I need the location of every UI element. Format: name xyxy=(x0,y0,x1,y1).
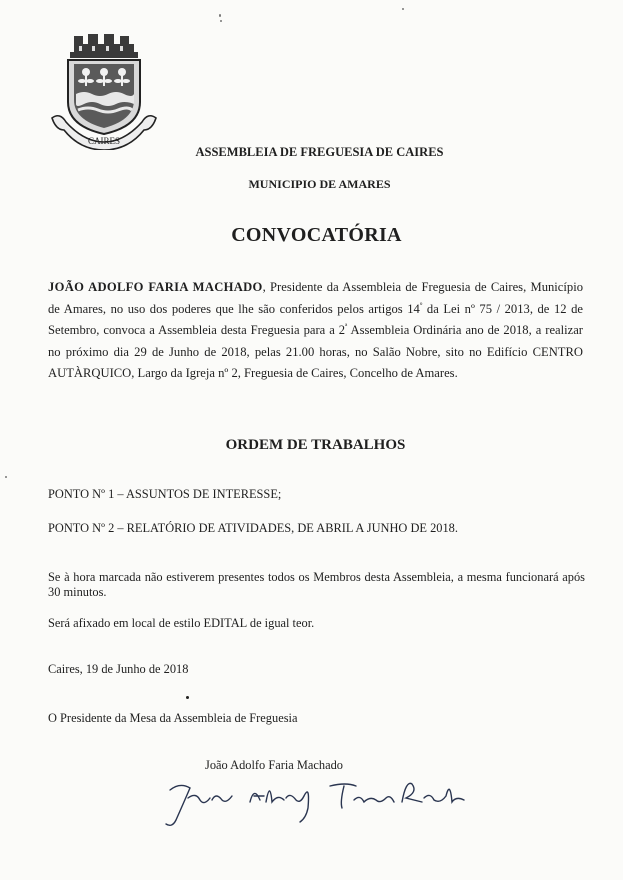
handwritten-signature xyxy=(150,772,480,832)
scan-speck xyxy=(5,476,7,478)
agenda-item-1: PONTO Nº 1 – ASSUNTOS DE INTERESSE; xyxy=(48,487,282,501)
president-role: O Presidente da Mesa da Assembleia de Freguesia xyxy=(48,711,298,725)
coat-of-arms-icon xyxy=(48,30,160,150)
scan-speck xyxy=(220,20,222,22)
paragraph-part-2: da Lei nº 75 / 2013, de 12 de Setembro, convoca a Assembleia desta Freguesia para a 2 xyxy=(48,301,583,337)
assembly-heading: ASSEMBLEIA DE FREGUESIA DE CAIRES xyxy=(195,145,444,159)
signer-name: João Adolfo Faria Machado xyxy=(205,758,343,772)
agenda-title: ORDEM DE TRABALHOS xyxy=(225,437,406,453)
crest-scroll-text: CAIRES xyxy=(87,136,121,146)
scan-speck xyxy=(402,8,404,10)
municipality-heading: MUNICIPIO DE AMARES xyxy=(248,177,391,191)
ink-dot xyxy=(186,696,189,699)
absence-note: Se à hora marcada não estiverem presentes todos os Membros desta Assembleia, a mesma funcionará após 30 minutos. xyxy=(48,570,585,599)
edital-note: Será afixado em local de estilo EDITAL de igual teor. xyxy=(48,616,315,630)
paragraph-part-3: Assembleia Ordinária ano de 2018, a realizar no próximo dia 29 de Junho de 2018, pelas 21.00 horas, no Salão Nobre, sito no Edifício CENTRO AUTÀRQUICO, Largo da Igreja nº 2, Freguesia de Caires, Concelho de Amares. xyxy=(48,323,583,380)
date-line: Caires, 19 de Junho de 2018 xyxy=(48,662,189,676)
paragraph-part-1: , Presidente da Assembleia de Freguesia de Caires, Município de Amares, no uso dos poderes que lhe são conferidos pelos artigos 14 xyxy=(48,280,583,316)
convocation-paragraph xyxy=(48,277,583,385)
ordinal-superscript-1: º xyxy=(419,300,423,310)
agenda-item-2: PONTO Nº 2 – RELATÓRIO DE ATIVIDADES, DE ABRIL A JUNHO DE 2018. xyxy=(48,521,458,535)
scan-speck xyxy=(219,14,221,17)
president-name: JOÃO ADOLFO FARIA MACHADO xyxy=(48,280,263,294)
page-title: CONVOCATÓRIA xyxy=(231,224,402,246)
ordinal-superscript-2: ª xyxy=(345,321,348,331)
